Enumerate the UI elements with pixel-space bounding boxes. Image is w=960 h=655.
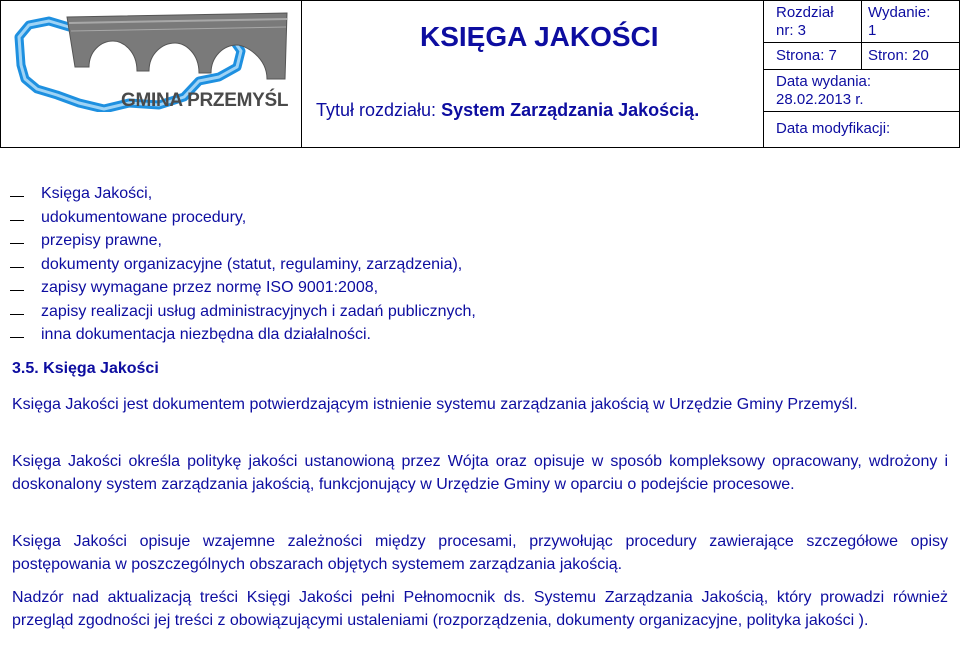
dash-icon	[10, 337, 24, 338]
dash-icon	[10, 290, 24, 291]
dash-icon	[10, 243, 24, 244]
book-title: KSIĘGA JAKOŚCI	[420, 21, 659, 52]
chapter-title: Tytuł rozdziału: System Zarządzania Jakością.	[316, 100, 700, 120]
data-modyfikacji-cell: Data modyfikacji:	[764, 112, 960, 148]
wydanie-cell: Wydanie: 1	[862, 1, 960, 43]
logo-text: GMINA PRZEMYŚL	[121, 90, 289, 111]
logo-cell	[1, 1, 302, 148]
section-heading: 3.5. Księga Jakości	[12, 360, 159, 377]
dash-icon	[10, 267, 24, 268]
paragraph: Nadzór nad aktualizacją treści Księgi Jakości pełni Pełnomocnik ds. Systemu Zarządzania Jakością, który prowadzi również przegląd zgodności jej treści z obowiązującymi ustaleniami (rozporządzenia, dokumenty organizacyjne, polityka jakości ).	[12, 589, 948, 629]
dash-icon	[10, 196, 24, 197]
title-cell	[302, 1, 764, 148]
data-wydania-cell: Data wydania: 28.02.2013 r.	[764, 70, 960, 112]
paragraph: Księga Jakości jest dokumentem potwierdzającym istnienie systemu zarządzania jakością w Urzędzie Gminy Przemyśl.	[12, 396, 858, 413]
rozdzial-cell: Rozdział nr: 3	[764, 1, 862, 43]
paragraph: Księga Jakości określa politykę jakości ustanowioną przez Wójta oraz opisuje w sposób kompleksowy opracowany, wdrożony i doskonalony system zarządzania jakością, funkcjonujący w Urzędzie Gminy w oparciu o podejście procesowe.	[12, 453, 948, 493]
stron-cell: Stron: 20	[862, 42, 960, 70]
strona-cell: Strona: 7	[764, 42, 862, 70]
dash-icon	[10, 314, 24, 315]
dash-icon	[10, 220, 24, 221]
document-header	[0, 0, 960, 148]
paragraph: Księga Jakości opisuje wzajemne zależności między procesami, przywołując procedury zawierające szczegółowe opisy postępowania w poszczególnych obszarach objętych systemem zarządzania jakością.	[12, 533, 948, 573]
